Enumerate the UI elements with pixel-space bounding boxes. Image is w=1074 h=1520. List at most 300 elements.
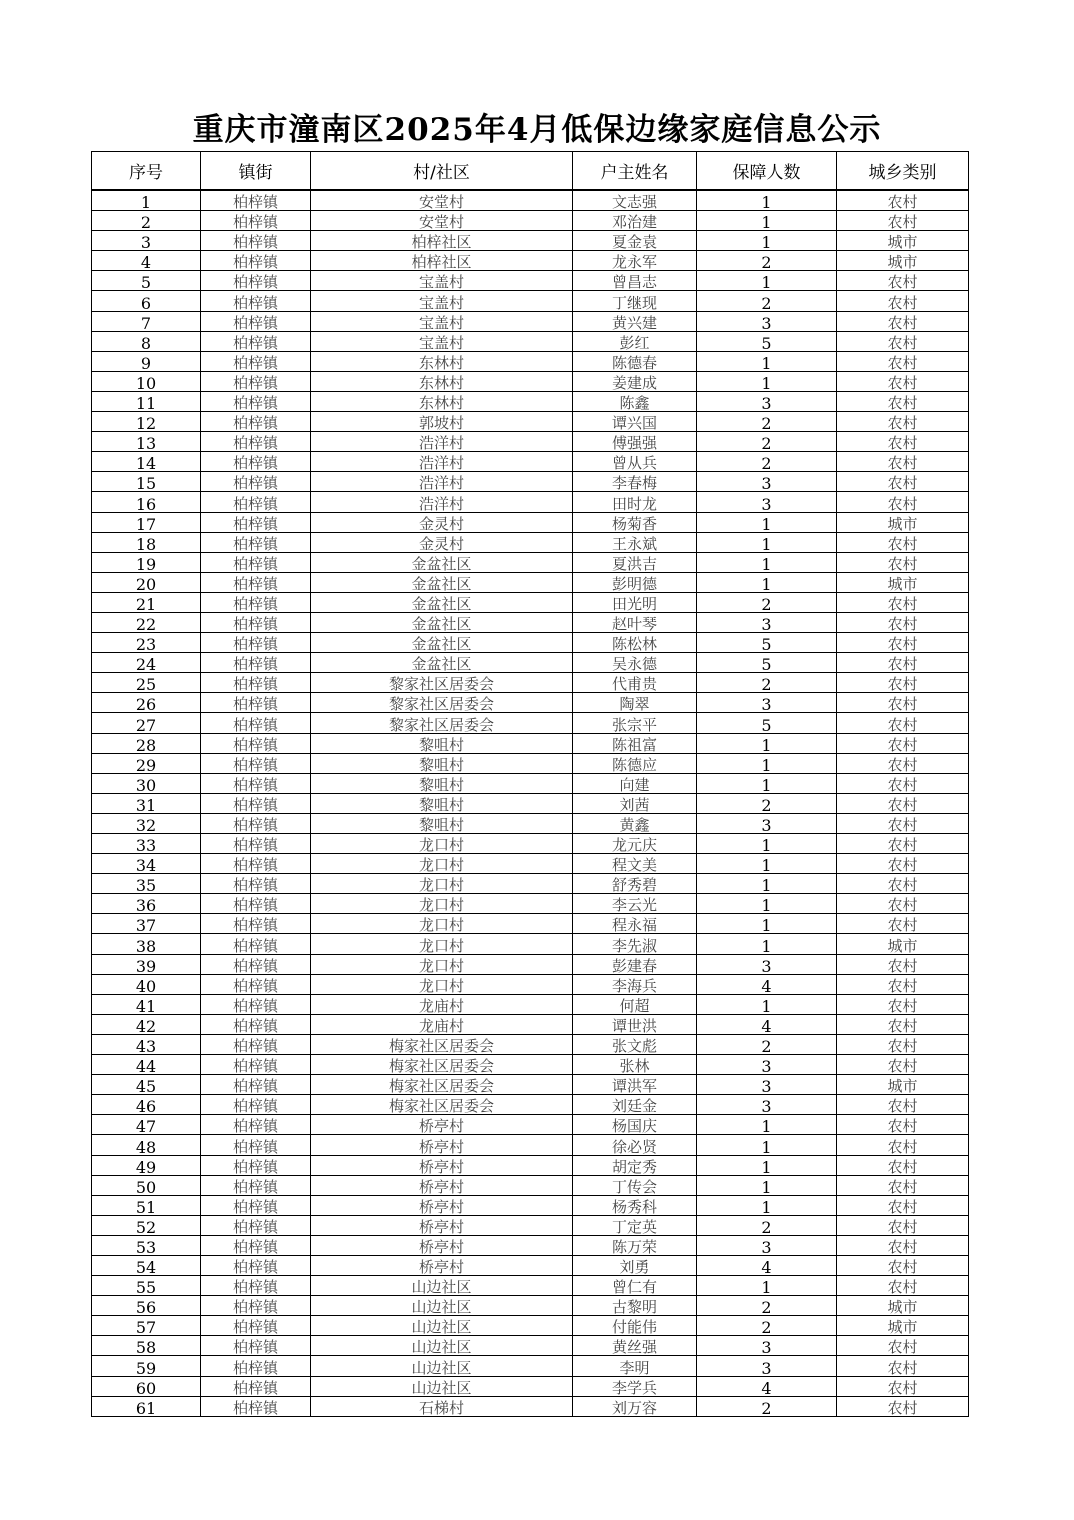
cell-covered-persons: 1 [697,512,837,532]
cell-covered-persons: 2 [697,1296,837,1316]
cell-village: 黎咀村 [311,753,573,773]
cell-covered-persons: 1 [697,190,837,211]
cell-householder: 陈德春 [573,351,697,371]
cell-village: 桥亭村 [311,1255,573,1275]
cell-town: 柏梓镇 [201,452,311,472]
table-row [92,271,969,291]
household-table [91,151,969,1417]
cell-town: 柏梓镇 [201,1155,311,1175]
cell-serial: 14 [92,452,201,472]
cell-village: 金盆社区 [311,612,573,632]
cell-householder: 文志强 [573,190,697,211]
cell-category: 农村 [837,894,969,914]
cell-village: 东林村 [311,351,573,371]
table-row [92,633,969,653]
cell-category: 城市 [837,231,969,251]
cell-serial: 59 [92,1356,201,1376]
cell-category: 城市 [837,572,969,592]
table-row [92,1356,969,1376]
cell-covered-persons: 1 [697,371,837,391]
cell-category: 农村 [837,1276,969,1296]
cell-village: 石梯村 [311,1396,573,1416]
cell-serial: 37 [92,914,201,934]
cell-town: 柏梓镇 [201,472,311,492]
cell-village: 梅家社区居委会 [311,1034,573,1054]
cell-covered-persons: 3 [697,1336,837,1356]
cell-householder: 杨国庆 [573,1115,697,1135]
cell-serial: 32 [92,813,201,833]
table-row [92,954,969,974]
cell-covered-persons: 1 [697,914,837,934]
cell-serial: 1 [92,190,201,211]
cell-covered-persons: 1 [697,753,837,773]
table-row [92,311,969,331]
cell-serial: 4 [92,251,201,271]
table-row [92,1396,969,1416]
cell-town: 柏梓镇 [201,1296,311,1316]
cell-serial: 12 [92,412,201,432]
cell-householder: 邓治建 [573,211,697,231]
cell-town: 柏梓镇 [201,592,311,612]
table-row [92,894,969,914]
cell-town: 柏梓镇 [201,1135,311,1155]
cell-serial: 21 [92,592,201,612]
cell-village: 柏梓社区 [311,231,573,251]
cell-town: 柏梓镇 [201,954,311,974]
table-row [92,1296,969,1316]
cell-covered-persons: 5 [697,653,837,673]
cell-town: 柏梓镇 [201,1276,311,1296]
cell-covered-persons: 3 [697,391,837,411]
cell-covered-persons: 1 [697,552,837,572]
cell-covered-persons: 3 [697,1356,837,1376]
cell-town: 柏梓镇 [201,894,311,914]
cell-covered-persons: 2 [697,673,837,693]
cell-village: 梅家社区居委会 [311,1055,573,1075]
cell-householder: 李明 [573,1356,697,1376]
cell-householder: 曾仁有 [573,1276,697,1296]
cell-category: 农村 [837,271,969,291]
table-row [92,1135,969,1155]
table-row [92,653,969,673]
cell-serial: 13 [92,432,201,452]
cell-householder: 李春梅 [573,472,697,492]
cell-category: 农村 [837,1255,969,1275]
cell-householder: 彭明德 [573,572,697,592]
table-row [92,1055,969,1075]
table-row [92,693,969,713]
cell-householder: 曾昌志 [573,271,697,291]
cell-householder: 舒秀碧 [573,874,697,894]
cell-village: 宝盖村 [311,311,573,331]
cell-village: 黎家社区居委会 [311,713,573,733]
cell-covered-persons: 1 [697,231,837,251]
cell-serial: 25 [92,673,201,693]
cell-householder: 李海兵 [573,974,697,994]
cell-category: 农村 [837,1155,969,1175]
cell-householder: 李云光 [573,894,697,914]
cell-village: 浩洋村 [311,452,573,472]
cell-town: 柏梓镇 [201,874,311,894]
cell-town: 柏梓镇 [201,1255,311,1275]
cell-village: 龙口村 [311,934,573,954]
table-row [92,1235,969,1255]
cell-village: 黎家社区居委会 [311,673,573,693]
cell-town: 柏梓镇 [201,974,311,994]
cell-village: 宝盖村 [311,291,573,311]
cell-town: 柏梓镇 [201,432,311,452]
cell-village: 山边社区 [311,1276,573,1296]
cell-town: 柏梓镇 [201,633,311,653]
cell-category: 农村 [837,1396,969,1416]
cell-category: 城市 [837,512,969,532]
cell-town: 柏梓镇 [201,1075,311,1095]
cell-serial: 54 [92,1255,201,1275]
cell-serial: 11 [92,391,201,411]
cell-village: 梅家社区居委会 [311,1095,573,1115]
cell-householder: 杨菊香 [573,512,697,532]
cell-village: 桥亭村 [311,1215,573,1235]
table-row [92,512,969,532]
cell-category: 农村 [837,432,969,452]
cell-householder: 陈祖富 [573,733,697,753]
cell-category: 农村 [837,773,969,793]
table-row [92,813,969,833]
cell-householder: 吴永德 [573,653,697,673]
table-row [92,1034,969,1054]
cell-town: 柏梓镇 [201,231,311,251]
table-row [92,1115,969,1135]
cell-town: 柏梓镇 [201,331,311,351]
cell-covered-persons: 5 [697,713,837,733]
cell-serial: 31 [92,793,201,813]
cell-category: 农村 [837,1356,969,1376]
cell-category: 农村 [837,834,969,854]
cell-serial: 34 [92,854,201,874]
column-header-category: 城乡类别 [837,152,969,191]
cell-serial: 8 [92,331,201,351]
table-row [92,572,969,592]
cell-town: 柏梓镇 [201,1336,311,1356]
cell-village: 龙庙村 [311,994,573,1014]
table-row [92,472,969,492]
cell-category: 农村 [837,994,969,1014]
cell-village: 黎咀村 [311,733,573,753]
cell-covered-persons: 3 [697,472,837,492]
cell-village: 金盆社区 [311,572,573,592]
cell-village: 东林村 [311,391,573,411]
cell-covered-persons: 1 [697,1115,837,1135]
cell-serial: 24 [92,653,201,673]
cell-town: 柏梓镇 [201,1175,311,1195]
cell-category: 农村 [837,693,969,713]
cell-covered-persons: 1 [697,1195,837,1215]
cell-householder: 张林 [573,1055,697,1075]
cell-town: 柏梓镇 [201,612,311,632]
cell-town: 柏梓镇 [201,1095,311,1115]
cell-serial: 18 [92,532,201,552]
cell-covered-persons: 1 [697,934,837,954]
cell-covered-persons: 3 [697,813,837,833]
cell-householder: 丁定英 [573,1215,697,1235]
cell-village: 龙口村 [311,854,573,874]
table-row [92,934,969,954]
table-row [92,673,969,693]
cell-householder: 田时龙 [573,492,697,512]
cell-serial: 39 [92,954,201,974]
cell-covered-persons: 1 [697,532,837,552]
table-row [92,291,969,311]
table-row [92,713,969,733]
cell-serial: 3 [92,231,201,251]
cell-householder: 田光明 [573,592,697,612]
cell-category: 农村 [837,532,969,552]
table-row [92,251,969,271]
cell-householder: 彭建春 [573,954,697,974]
cell-category: 农村 [837,351,969,371]
cell-category: 城市 [837,934,969,954]
cell-town: 柏梓镇 [201,552,311,572]
cell-covered-persons: 2 [697,793,837,813]
cell-category: 农村 [837,673,969,693]
cell-village: 桥亭村 [311,1155,573,1175]
cell-town: 柏梓镇 [201,251,311,271]
cell-town: 柏梓镇 [201,854,311,874]
cell-covered-persons: 3 [697,1055,837,1075]
cell-category: 农村 [837,190,969,211]
cell-category: 城市 [837,1075,969,1095]
cell-town: 柏梓镇 [201,271,311,291]
table-row [92,1155,969,1175]
cell-category: 农村 [837,854,969,874]
cell-serial: 16 [92,492,201,512]
cell-householder: 李先淑 [573,934,697,954]
cell-village: 龙口村 [311,874,573,894]
cell-category: 农村 [837,412,969,432]
cell-covered-persons: 4 [697,1255,837,1275]
cell-covered-persons: 3 [697,1095,837,1115]
cell-covered-persons: 3 [697,612,837,632]
table-row [92,1376,969,1396]
cell-serial: 17 [92,512,201,532]
cell-serial: 26 [92,693,201,713]
cell-village: 浩洋村 [311,432,573,452]
cell-householder: 陈鑫 [573,391,697,411]
cell-householder: 黄鑫 [573,813,697,833]
table-row [92,331,969,351]
cell-covered-persons: 2 [697,1396,837,1416]
cell-householder: 谭世洪 [573,1014,697,1034]
cell-covered-persons: 1 [697,1175,837,1195]
cell-category: 农村 [837,914,969,934]
cell-town: 柏梓镇 [201,753,311,773]
cell-category: 农村 [837,1055,969,1075]
cell-town: 柏梓镇 [201,1014,311,1034]
column-header-town: 镇街 [201,152,311,191]
cell-serial: 55 [92,1276,201,1296]
table-row [92,612,969,632]
cell-covered-persons: 1 [697,994,837,1014]
table-row [92,1195,969,1215]
table-row [92,552,969,572]
cell-town: 柏梓镇 [201,713,311,733]
cell-village: 金盆社区 [311,592,573,612]
cell-town: 柏梓镇 [201,391,311,411]
table-row [92,532,969,552]
cell-covered-persons: 4 [697,1376,837,1396]
cell-category: 农村 [837,1014,969,1034]
cell-village: 宝盖村 [311,271,573,291]
cell-covered-persons: 1 [697,211,837,231]
cell-town: 柏梓镇 [201,492,311,512]
table-row [92,854,969,874]
cell-village: 黎家社区居委会 [311,693,573,713]
cell-householder: 李学兵 [573,1376,697,1396]
cell-covered-persons: 2 [697,432,837,452]
cell-category: 农村 [837,1175,969,1195]
cell-covered-persons: 1 [697,271,837,291]
cell-serial: 29 [92,753,201,773]
cell-village: 金盆社区 [311,633,573,653]
cell-town: 柏梓镇 [201,1215,311,1235]
cell-category: 农村 [837,1115,969,1135]
cell-category: 农村 [837,371,969,391]
table-row [92,994,969,1014]
cell-category: 农村 [837,733,969,753]
cell-serial: 49 [92,1155,201,1175]
cell-serial: 42 [92,1014,201,1034]
cell-village: 桥亭村 [311,1115,573,1135]
column-header-covered-persons: 保障人数 [697,152,837,191]
cell-town: 柏梓镇 [201,532,311,552]
cell-serial: 61 [92,1396,201,1416]
cell-village: 宝盖村 [311,331,573,351]
cell-town: 柏梓镇 [201,512,311,532]
cell-serial: 41 [92,994,201,1014]
cell-householder: 黄兴建 [573,311,697,331]
cell-householder: 龙永军 [573,251,697,271]
cell-town: 柏梓镇 [201,572,311,592]
cell-covered-persons: 1 [697,351,837,371]
table-row [92,1095,969,1115]
table-row [92,1276,969,1296]
cell-category: 农村 [837,1336,969,1356]
table-row [92,492,969,512]
table-row [92,793,969,813]
table-header-row [92,152,969,191]
table-row [92,231,969,251]
cell-serial: 6 [92,291,201,311]
table-row [92,733,969,753]
cell-village: 浩洋村 [311,492,573,512]
cell-covered-persons: 2 [697,1034,837,1054]
cell-category: 农村 [837,974,969,994]
table-row [92,391,969,411]
cell-covered-persons: 5 [697,633,837,653]
cell-town: 柏梓镇 [201,1195,311,1215]
cell-covered-persons: 2 [697,412,837,432]
cell-village: 浩洋村 [311,472,573,492]
cell-householder: 张宗平 [573,713,697,733]
cell-householder: 黄丝强 [573,1336,697,1356]
cell-town: 柏梓镇 [201,994,311,1014]
cell-category: 农村 [837,291,969,311]
cell-covered-persons: 4 [697,1014,837,1034]
cell-householder: 古黎明 [573,1296,697,1316]
cell-householder: 付能伟 [573,1316,697,1336]
cell-covered-persons: 1 [697,773,837,793]
cell-town: 柏梓镇 [201,1115,311,1135]
cell-village: 山边社区 [311,1376,573,1396]
cell-category: 农村 [837,753,969,773]
cell-covered-persons: 1 [697,874,837,894]
column-header-village: 村/社区 [311,152,573,191]
cell-serial: 53 [92,1235,201,1255]
table-row [92,773,969,793]
cell-householder: 曾从兵 [573,452,697,472]
cell-category: 农村 [837,793,969,813]
cell-householder: 赵叶琴 [573,612,697,632]
cell-serial: 45 [92,1075,201,1095]
table-row [92,1175,969,1195]
cell-householder: 丁传会 [573,1175,697,1195]
cell-village: 龙口村 [311,954,573,974]
cell-covered-persons: 3 [697,1235,837,1255]
cell-covered-persons: 1 [697,854,837,874]
cell-town: 柏梓镇 [201,412,311,432]
cell-town: 柏梓镇 [201,914,311,934]
cell-householder: 刘万容 [573,1396,697,1416]
cell-covered-persons: 2 [697,1316,837,1336]
cell-covered-persons: 2 [697,592,837,612]
cell-householder: 胡定秀 [573,1155,697,1175]
cell-covered-persons: 1 [697,1135,837,1155]
cell-serial: 60 [92,1376,201,1396]
cell-serial: 7 [92,311,201,331]
cell-serial: 2 [92,211,201,231]
cell-village: 桥亭村 [311,1235,573,1255]
cell-category: 农村 [837,592,969,612]
cell-village: 黎咀村 [311,813,573,833]
cell-category: 农村 [837,452,969,472]
table-row [92,592,969,612]
cell-category: 农村 [837,331,969,351]
cell-town: 柏梓镇 [201,351,311,371]
cell-village: 桥亭村 [311,1135,573,1155]
cell-serial: 47 [92,1115,201,1135]
cell-village: 龙口村 [311,974,573,994]
cell-householder: 程文美 [573,854,697,874]
cell-covered-persons: 2 [697,452,837,472]
cell-category: 农村 [837,1135,969,1155]
cell-householder: 夏洪吉 [573,552,697,572]
cell-serial: 56 [92,1296,201,1316]
table-row [92,753,969,773]
cell-town: 柏梓镇 [201,1316,311,1336]
cell-village: 黎咀村 [311,793,573,813]
cell-serial: 52 [92,1215,201,1235]
table-row [92,211,969,231]
cell-village: 山边社区 [311,1296,573,1316]
cell-householder: 陈德应 [573,753,697,773]
column-header-serial: 序号 [92,152,201,191]
cell-village: 龙庙村 [311,1014,573,1034]
cell-covered-persons: 2 [697,1215,837,1235]
cell-serial: 10 [92,371,201,391]
cell-householder: 陶翠 [573,693,697,713]
cell-category: 农村 [837,391,969,411]
table-row [92,914,969,934]
